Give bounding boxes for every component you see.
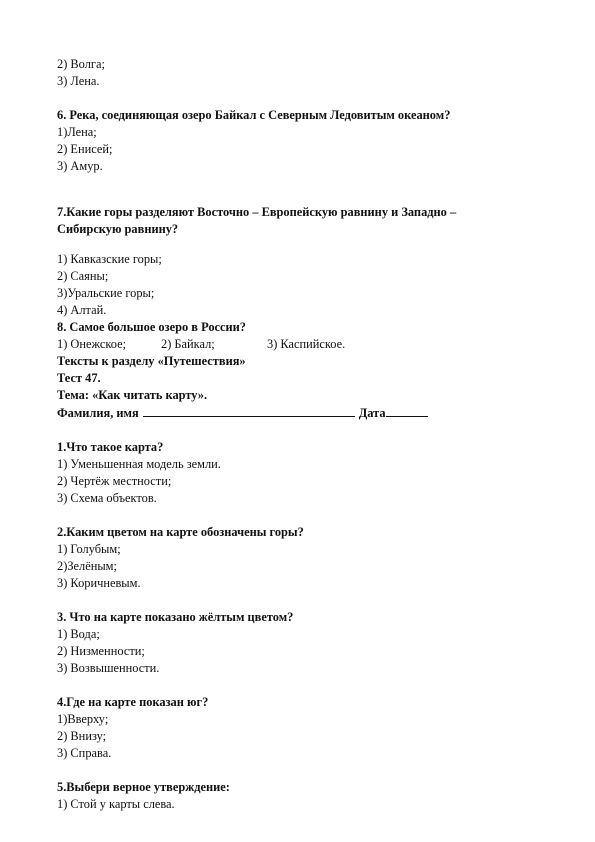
test-question-3: 3. Что на карте показано жёлтым цветом? — [57, 609, 294, 624]
answer-option: 3) Справа. — [57, 745, 112, 760]
answer-option: 1) Онежское; — [57, 336, 127, 351]
test-question-5: 5.Выбери верное утверждение: — [57, 779, 230, 794]
answer-option: 1) Вода; — [57, 626, 100, 641]
answer-option: 2) Байкал; — [161, 336, 215, 351]
answer-option: 1) Кавказские горы; — [57, 251, 162, 266]
answer-option: 1) Уменьшенная модель земли. — [57, 456, 221, 471]
worksheet-page — [57, 56, 547, 813]
answer-option: 2) Саяны; — [57, 268, 109, 283]
name-blank — [143, 404, 355, 417]
test-question-2: 2.Каким цветом на карте обозначены горы? — [57, 524, 304, 539]
answer-option: 4) Алтай. — [57, 302, 107, 317]
date-label: Дата — [358, 405, 386, 420]
answer-option: 3)Уральские горы; — [57, 285, 155, 300]
answer-option: 1) Голубым; — [57, 541, 121, 556]
answer-option: 2)Зелёным; — [57, 558, 117, 573]
test-number: Тест 47. — [57, 370, 101, 385]
answer-option: 3) Каспийское. — [267, 336, 346, 351]
test-question-4: 4.Где на карте показан юг? — [57, 694, 209, 709]
answer-option: 2) Волга; — [57, 57, 105, 71]
answer-option: 1)Вверху; — [57, 711, 109, 726]
name-label: Фамилия, имя — [57, 405, 139, 420]
answer-option: 3) Амур. — [57, 159, 103, 173]
answer-option: 2) Чертёж местности; — [57, 473, 172, 488]
answer-option: 2) Енисей; — [57, 142, 113, 156]
answer-option: 3) Лена. — [57, 74, 100, 88]
answer-option: 2) Внизу; — [57, 728, 107, 743]
test-question-1: 1.Что такое карта? — [57, 439, 164, 454]
name-date-line — [57, 404, 547, 422]
question-6: 6. Река, соединяющая озеро Байкал с Северным Ледовитым океаном? — [57, 108, 451, 122]
answer-option: 1)Лена; — [57, 125, 97, 139]
answer-option: 3) Возвышенности. — [57, 660, 160, 675]
answer-option: 1) Стой у карты слева. — [57, 796, 175, 811]
section-title: Тексты к разделу «Путешествия» — [57, 353, 246, 368]
answer-row — [57, 336, 547, 353]
answer-option: 2) Низменности; — [57, 643, 145, 658]
date-blank — [386, 404, 428, 417]
question-8: 8. Самое большое озеро в России? — [57, 319, 246, 334]
test-topic: Тема: «Как читать карту». — [57, 387, 208, 402]
answer-option: 3) Коричневым. — [57, 575, 141, 590]
answer-option: 3) Схема объектов. — [57, 490, 157, 505]
question-7: 7.Какие горы разделяют Восточно – Европейскую равнину и Западно – Сибирскую равнину? — [57, 205, 457, 237]
